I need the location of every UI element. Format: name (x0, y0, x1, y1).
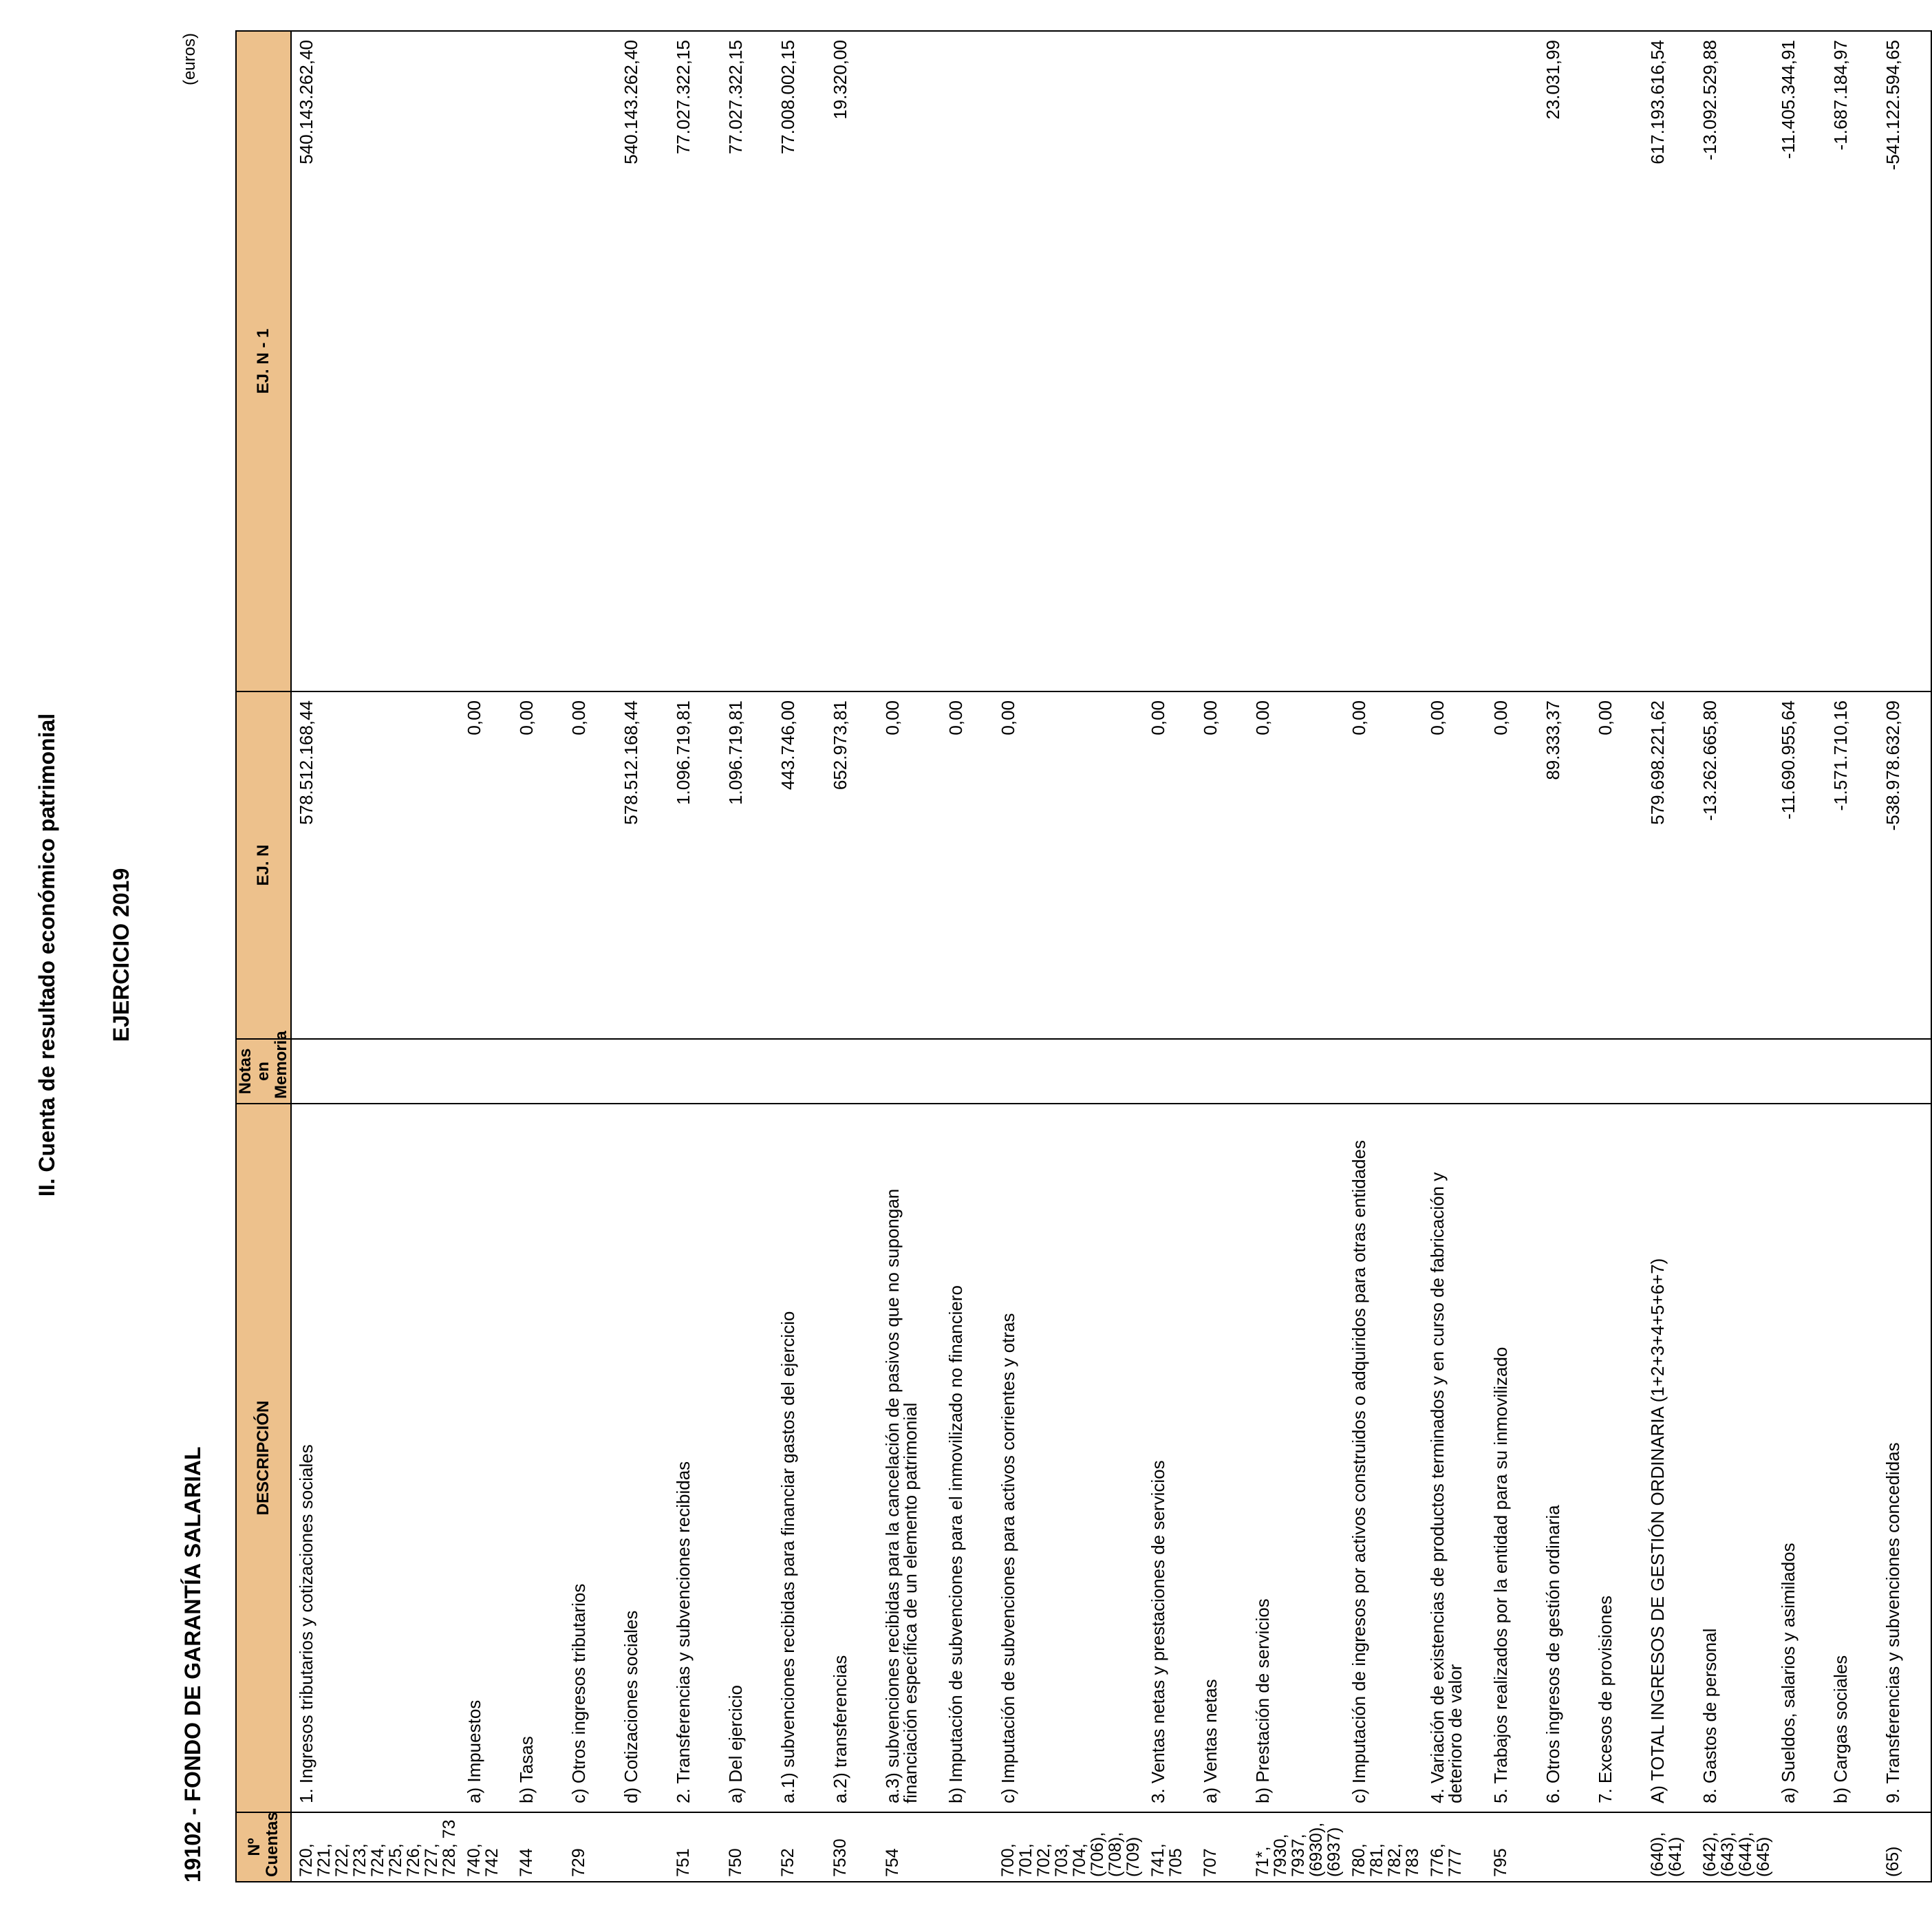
descripcion-cell: a) Sueldos, salarios y asimilados (1774, 1104, 1826, 1812)
ejn-value-cell: 0,00 (1486, 691, 1538, 1039)
cuentas-cell (941, 1812, 994, 1882)
ejn-value-cell: 0,00 (941, 691, 994, 1039)
descripcion-cell: a.2) transferencias (826, 1104, 878, 1812)
ejn1-value-cell (1144, 31, 1196, 691)
notas-cell (564, 1039, 616, 1104)
cuentas-cell (616, 1812, 669, 1882)
table-row (1695, 31, 1774, 1882)
ejn-value-cell: -13.262.665,80 (1695, 691, 1774, 1039)
ejn1-value-cell: 19.320,00 (826, 31, 878, 691)
table-row (564, 31, 616, 1882)
cuentas-cell: 776, 777 (1423, 1812, 1486, 1882)
cuentas-cell: (642), (643), (644), (645) (1695, 1812, 1774, 1882)
ejn1-value-cell (1248, 31, 1344, 691)
ejn1-value-cell (1486, 31, 1538, 691)
descripcion-cell: 1. Ingresos tributarios y cotizaciones sociales (291, 1104, 460, 1812)
ejn1-value-cell: 77.008.002,15 (773, 31, 826, 691)
table-row (1423, 31, 1486, 1882)
notas-cell (1643, 1039, 1695, 1104)
descripcion-cell: c) Imputación de subvenciones para activos corrientes y otras (994, 1104, 1144, 1812)
notas-cell (291, 1039, 460, 1104)
descripcion-cell: a.3) subvenciones recibidas para la cancelación de pasivos que no supongan financiación específica de un elemento patrimonial (878, 1104, 941, 1812)
descripcion-cell: b) Tasas (512, 1104, 564, 1812)
descripcion-cell: 4. Variación de existencias de productos terminados y en curso de fabricación y deterioro de valor (1423, 1104, 1486, 1812)
descripcion-cell: c) Imputación de ingresos por activos construidos o adquiridos para otras entidades (1344, 1104, 1423, 1812)
cuentas-cell: (640), (641) (1643, 1812, 1695, 1882)
cuentas-cell: 707 (1196, 1812, 1248, 1882)
cuentas-cell: 751 (669, 1812, 721, 1882)
ejn-value-cell: -1.571.710,16 (1826, 691, 1878, 1039)
ejn-value-cell: 89.333,37 (1538, 691, 1591, 1039)
table-row (1248, 31, 1344, 1882)
table-row (1344, 31, 1423, 1882)
ejn1-value-cell: 617.193.616,54 (1643, 31, 1695, 691)
cuentas-cell: (65) (1878, 1812, 1931, 1882)
notas-cell (941, 1039, 994, 1104)
ejn-value-cell: 0,00 (1248, 691, 1344, 1039)
descripcion-cell: 2. Transferencias y subvenciones recibidas (669, 1104, 721, 1812)
ejn-value-cell: 0,00 (1196, 691, 1248, 1039)
notas-cell (1826, 1039, 1878, 1104)
notas-cell (1538, 1039, 1591, 1104)
notas-cell (1196, 1039, 1248, 1104)
descripcion-cell: a) Ventas netas (1196, 1104, 1248, 1812)
descripcion-cell: b) Cargas sociales (1826, 1104, 1878, 1812)
cuentas-cell: 744 (512, 1812, 564, 1882)
ejn1-value-cell: -11.405.344,91 (1774, 31, 1826, 691)
cuentas-cell (1826, 1812, 1878, 1882)
descripcion-cell: 6. Otros ingresos de gestión ordinaria (1538, 1104, 1591, 1812)
table-row (994, 31, 1144, 1882)
table-header-row (236, 31, 291, 1882)
notas-cell (1248, 1039, 1344, 1104)
descripcion-cell: b) Prestación de servicios (1248, 1104, 1344, 1812)
ejn1-value-cell (878, 31, 941, 691)
descripcion-cell: 7. Excesos de provisiones (1591, 1104, 1643, 1812)
cuentas-cell: 71*, 7930, 7937, (6930), (6937) (1248, 1812, 1344, 1882)
notas-cell (721, 1039, 773, 1104)
ejn-value-cell: 652.973,81 (826, 691, 878, 1039)
ejn1-value-cell (1591, 31, 1643, 691)
ejn-value-cell: 0,00 (994, 691, 1144, 1039)
cuentas-cell: 729 (564, 1812, 616, 1882)
descripcion-cell: 5. Trabajos realizados por la entidad para su inmovilizado (1486, 1104, 1538, 1812)
ejn-value-cell: 0,00 (460, 691, 512, 1039)
table-row (1774, 31, 1826, 1882)
cuentas-cell (1774, 1812, 1826, 1882)
ejn-value-cell: 0,00 (1423, 691, 1486, 1039)
ejn1-value-cell (941, 31, 994, 691)
ejn-value-cell: 0,00 (1591, 691, 1643, 1039)
header-descripcion: DESCRIPCIÓN (236, 1104, 291, 1812)
notas-cell (1423, 1039, 1486, 1104)
table-body (291, 31, 1931, 1882)
ejn1-value-cell: 540.143.262,40 (616, 31, 669, 691)
ejn-value-cell: 443.746,00 (773, 691, 826, 1039)
table-row (1486, 31, 1538, 1882)
notas-cell (773, 1039, 826, 1104)
cuentas-cell (1538, 1812, 1591, 1882)
ejn-value-cell: 0,00 (878, 691, 941, 1039)
table-row (878, 31, 941, 1882)
table-row (616, 31, 669, 1882)
descripcion-cell: A) TOTAL INGRESOS DE GESTIÓN ORDINARIA (1+2+3+4+5+6+7) (1643, 1104, 1695, 1812)
cuentas-cell: 750 (721, 1812, 773, 1882)
descripcion-cell: a) Impuestos (460, 1104, 512, 1812)
ejn-value-cell: -538.978.632,09 (1878, 691, 1931, 1039)
cuentas-cell: 780, 781, 782, 783 (1344, 1812, 1423, 1882)
table-row (721, 31, 773, 1882)
ejn-value-cell: 1.096.719,81 (721, 691, 773, 1039)
notas-cell (1344, 1039, 1423, 1104)
table-row (669, 31, 721, 1882)
table-row (460, 31, 512, 1882)
notas-cell (1144, 1039, 1196, 1104)
descripcion-cell: b) Imputación de subvenciones para el inmovilizado no financiero (941, 1104, 994, 1812)
table-row (291, 31, 460, 1882)
notas-cell (1695, 1039, 1774, 1104)
ejn-value-cell: 0,00 (1344, 691, 1423, 1039)
ejn-value-cell: 578.512.168,44 (616, 691, 669, 1039)
cuentas-cell: 740, 742 (460, 1812, 512, 1882)
ejn-value-cell: 578.512.168,44 (291, 691, 460, 1039)
cuentas-cell: 720, 721, 722, 723, 724, 725, 726, 727, 728, 73 (291, 1812, 460, 1882)
ejn-value-cell: 0,00 (512, 691, 564, 1039)
table-row (1144, 31, 1196, 1882)
notas-cell (878, 1039, 941, 1104)
ejn1-value-cell (460, 31, 512, 691)
organization-name: 19102 - FONDO DE GARANTÍA SALARIAL (180, 1446, 205, 1882)
notas-cell (1486, 1039, 1538, 1104)
table-row (1826, 31, 1878, 1882)
ejn-value-cell: 0,00 (564, 691, 616, 1039)
cuentas-cell: 741, 705 (1144, 1812, 1196, 1882)
ejn1-value-cell: 77.027.322,15 (721, 31, 773, 691)
table-row (1196, 31, 1248, 1882)
notas-cell (994, 1039, 1144, 1104)
fiscal-year-title: EJERCICIO 2019 (109, 868, 133, 1042)
table-row (1538, 31, 1591, 1882)
income-statement-table (235, 30, 1932, 1882)
ejn1-value-cell: 23.031,99 (1538, 31, 1591, 691)
descripcion-cell: a) Del ejercicio (721, 1104, 773, 1812)
ejn1-value-cell: 77.027.322,15 (669, 31, 721, 691)
table-row (512, 31, 564, 1882)
ejn-value-cell: -11.690.955,64 (1774, 691, 1826, 1039)
descripcion-cell: 8. Gastos de personal (1695, 1104, 1774, 1812)
ejn-value-cell: 0,00 (1144, 691, 1196, 1039)
cuentas-cell: 795 (1486, 1812, 1538, 1882)
ejn1-value-cell (1344, 31, 1423, 691)
cuentas-cell: 752 (773, 1812, 826, 1882)
descripcion-cell: a.1) subvenciones recibidas para financiar gastos del ejercicio (773, 1104, 826, 1812)
cuentas-cell: 7530 (826, 1812, 878, 1882)
notas-cell (1878, 1039, 1931, 1104)
ejn1-value-cell: 540.143.262,40 (291, 31, 460, 691)
cuentas-cell: 700, 701, 702, 703, 704, (706), (708), (709) (994, 1812, 1144, 1882)
ejn-value-cell: 579.698.221,62 (1643, 691, 1695, 1039)
ejn-value-cell: 1.096.719,81 (669, 691, 721, 1039)
header-notas: Notas en Memoria (236, 1039, 291, 1104)
ejn1-value-cell: -541.122.594,65 (1878, 31, 1931, 691)
descripcion-cell: c) Otros ingresos tributarios (564, 1104, 616, 1812)
ejn1-value-cell: -1.687.184,97 (1826, 31, 1878, 691)
table-row (773, 31, 826, 1882)
header-ejn: EJ. N (236, 691, 291, 1039)
notas-cell (512, 1039, 564, 1104)
ejn1-value-cell (1423, 31, 1486, 691)
notas-cell (826, 1039, 878, 1104)
notas-cell (460, 1039, 512, 1104)
notas-cell (669, 1039, 721, 1104)
descripcion-cell: 3. Ventas netas y prestaciones de servicios (1144, 1104, 1196, 1812)
descripcion-cell: 9. Transferencias y subvenciones concedidas (1878, 1104, 1931, 1812)
ejn1-value-cell (512, 31, 564, 691)
table-row (1878, 31, 1931, 1882)
ejn1-value-cell (994, 31, 1144, 691)
table-row (941, 31, 994, 1882)
table-row (1591, 31, 1643, 1882)
currency-unit: (euros) (180, 33, 199, 86)
report-title: II. Cuenta de resultado económico patrimonial (34, 713, 59, 1197)
notas-cell (1774, 1039, 1826, 1104)
ejn1-value-cell (564, 31, 616, 691)
header-ejn1: EJ. N - 1 (236, 31, 291, 691)
cuentas-cell (1591, 1812, 1643, 1882)
notas-cell (1591, 1039, 1643, 1104)
notas-cell (616, 1039, 669, 1104)
cuentas-cell: 754 (878, 1812, 941, 1882)
table-row (1643, 31, 1695, 1882)
table-row (826, 31, 878, 1882)
header-cuentas: Nº Cuentas (236, 1812, 291, 1882)
descripcion-cell: d) Cotizaciones sociales (616, 1104, 669, 1812)
ejn1-value-cell (1196, 31, 1248, 691)
ejn1-value-cell: -13.092.529,88 (1695, 31, 1774, 691)
